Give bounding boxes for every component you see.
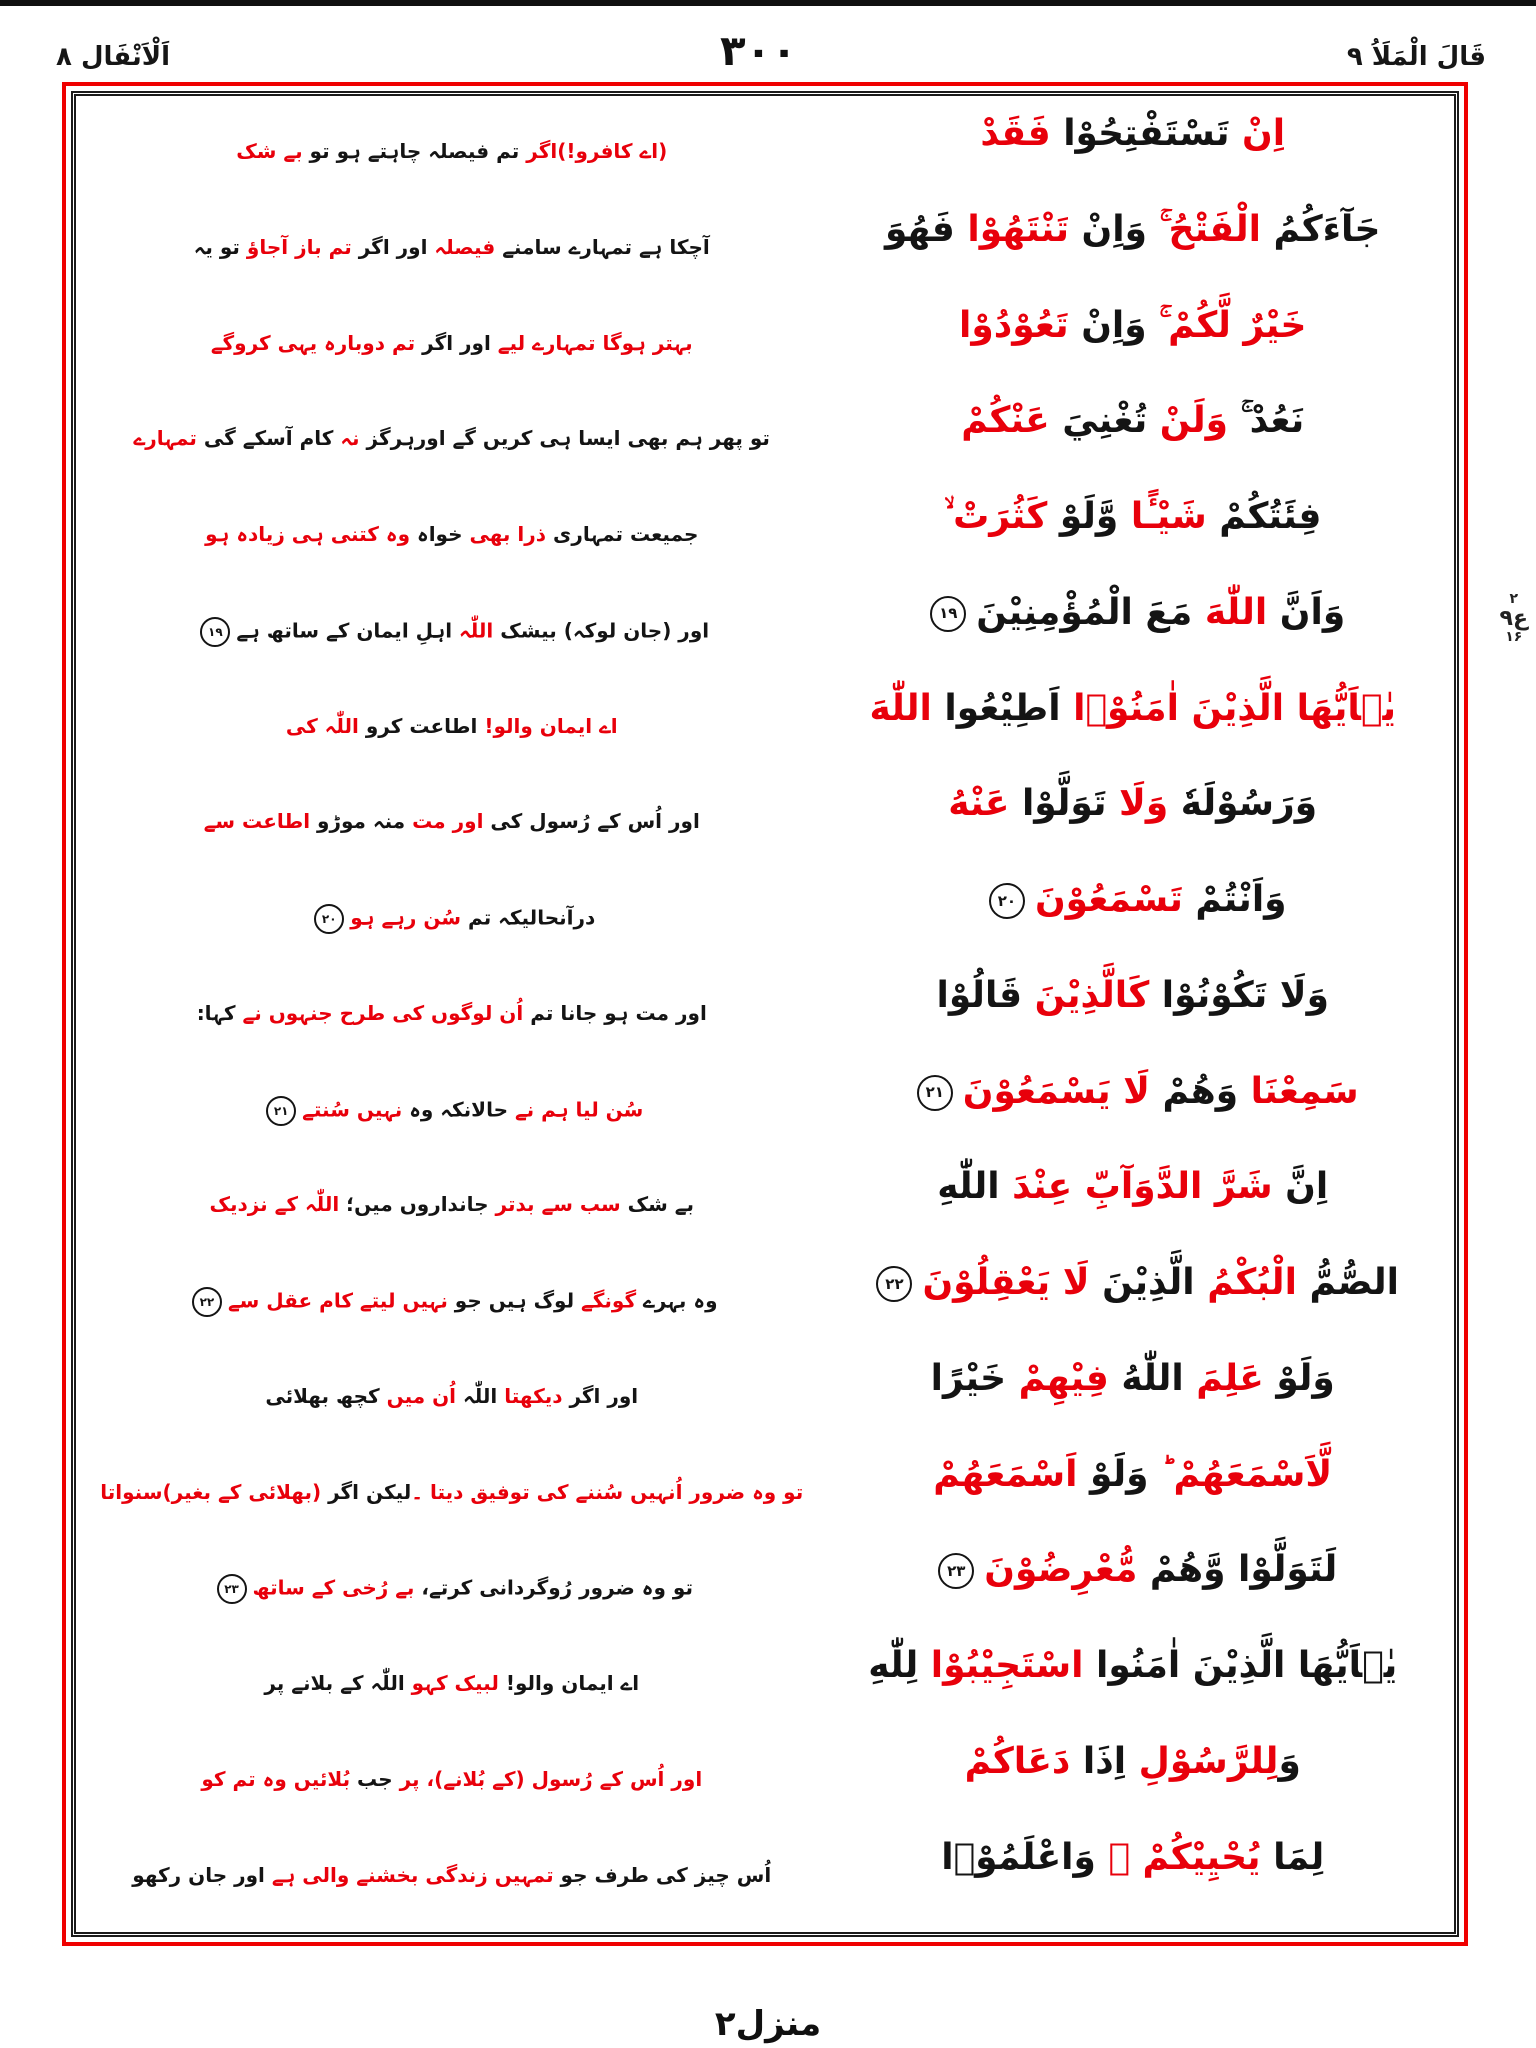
- text-segment: تو وہ ضرور اُنہیں سُننے کی توفیق دیتا ۔: [411, 1479, 804, 1504]
- text-segment: فیصلہ: [427, 234, 496, 259]
- verse-number-badge: ٢٣: [938, 1553, 974, 1589]
- arabic-line: [819, 1640, 1446, 1692]
- text-segment: اُس چیز کی طرف جو: [553, 1862, 772, 1887]
- text-segment: آچکا ہے تمہارے سامنے: [495, 234, 710, 259]
- urdu-translation-line: [84, 395, 819, 452]
- verse-row-14: [84, 1353, 1446, 1445]
- text-segment: حالانکہ وہ: [402, 1097, 508, 1122]
- arabic-line: [819, 108, 1446, 160]
- text-segment: کام آسکے گی: [196, 426, 334, 451]
- arabic-line: [819, 300, 1446, 352]
- text-segment: جمیعت تمہاری: [546, 522, 699, 547]
- surah-title: اَلْاَنْفَال ٨: [56, 42, 171, 72]
- text-segment: اُن میں: [379, 1383, 457, 1408]
- text-segment: اللّٰهَ: [869, 687, 932, 729]
- text-segment: لَا يَسْمَعُوْنَ: [962, 1070, 1150, 1112]
- ruku-number-bottom: ۱۶: [1505, 628, 1523, 645]
- text-segment: شَيْـًٔا: [1118, 496, 1207, 538]
- text-segment: عَنْكُمْ: [961, 400, 1050, 442]
- urdu-translation-line: [84, 1257, 819, 1317]
- arabic-line: [819, 778, 1446, 830]
- text-segment: اَسْمَعَهُمْ: [933, 1453, 1078, 1495]
- text-segment: اِذَا: [1070, 1741, 1127, 1783]
- text-segment: وَلَوْ: [1263, 1357, 1335, 1399]
- verse-number-badge: ٢١: [917, 1075, 953, 1111]
- text-segment: لِلرَّسُوْلِ: [1126, 1741, 1279, 1783]
- text-segment: بے شک: [236, 139, 303, 163]
- verse-row-8: [84, 778, 1446, 870]
- text-segment: تم باز آجاؤ: [239, 234, 352, 259]
- verse-row-16: [84, 1544, 1446, 1636]
- text-segment: تَنْتَهُوْا: [954, 208, 1069, 250]
- text-segment: اطاعت کرو: [358, 713, 478, 738]
- verse-number-badge: ۲۲: [192, 1287, 222, 1317]
- text-segment: دَعَاكُمْ: [964, 1741, 1071, 1783]
- arabic-line: [819, 1161, 1446, 1213]
- text-segment: نہ: [333, 426, 360, 451]
- urdu-translation-line: [84, 204, 819, 261]
- text-segment: اللّٰهِ: [937, 1166, 1000, 1208]
- urdu-translation-line: [84, 683, 819, 740]
- text-segment: وہ کتنی ہی زیادہ ہو: [205, 522, 411, 547]
- verse-row-13: [84, 1257, 1446, 1349]
- red-border-frame: [62, 82, 1468, 1946]
- text-segment: تم دوبارہ یہی کروگے: [210, 330, 416, 355]
- text-segment: اللّٰہ: [452, 618, 494, 643]
- arabic-line: [819, 1066, 1446, 1118]
- text-segment: فَقَدْ: [980, 113, 1051, 154]
- text-segment: سُن لیا ہم نے: [508, 1097, 644, 1122]
- text-segment: اللّٰہ کے بلانے پر: [264, 1671, 405, 1696]
- urdu-translation-line: [84, 778, 819, 835]
- arabic-line: [819, 587, 1446, 639]
- text-segment: وَرَسُوْلَهٗ: [1168, 783, 1318, 825]
- text-segment: اللّٰہ کے نزدیک: [209, 1192, 340, 1217]
- verse-row-2: [84, 204, 1446, 296]
- page-number: ۳۰۰: [719, 26, 797, 75]
- text-segment: مُّعْرِضُوْنَ: [984, 1549, 1138, 1591]
- text-segment: اور مت: [405, 809, 484, 834]
- text-segment: اور مت ہو جانا تم: [523, 1000, 707, 1025]
- urdu-translation-line: [84, 587, 819, 647]
- text-segment: بُلائیں وہ تم کو: [201, 1767, 351, 1792]
- text-segment: تمہیں زندگی بخشنے والی ہے: [264, 1862, 554, 1887]
- text-segment: گونگے: [574, 1288, 637, 1313]
- verse-row-9: [84, 874, 1446, 966]
- text-segment: بے رُخی کے ساتھ: [252, 1575, 415, 1600]
- arabic-line: [819, 1257, 1446, 1309]
- text-segment: کچھ بھلائی: [265, 1383, 380, 1408]
- text-segment: وَاَنَّ: [1267, 591, 1346, 633]
- arabic-line: [819, 683, 1446, 735]
- verse-row-10: [84, 970, 1446, 1062]
- text-segment: قَالُوْا: [936, 974, 1023, 1016]
- verse-number-badge: ۲۳: [217, 1574, 247, 1604]
- text-segment: (بھلائی کے بغیر)سنواتا: [100, 1479, 322, 1504]
- top-rule: [0, 0, 1536, 6]
- text-segment: وَ: [1278, 1741, 1301, 1783]
- urdu-translation-line: [84, 1544, 819, 1604]
- text-segment: اسْتَجِيْبُوْا: [918, 1645, 1084, 1687]
- text-segment: وَاَنْتُمْ: [1182, 879, 1287, 921]
- text-segment: لِلّٰهِ: [868, 1645, 919, 1687]
- urdu-translation-line: [84, 1736, 819, 1793]
- text-segment: الَّذِيْنَ: [1089, 1262, 1195, 1304]
- text-segment: وَلَا تَكُوْنُوْا: [1149, 974, 1329, 1016]
- text-segment: بے شک: [620, 1192, 694, 1217]
- text-segment: اور جان رکھو: [132, 1862, 265, 1887]
- text-segment: تَسْمَعُوْنَ: [1034, 879, 1183, 921]
- text-segment: شَرَّ الدَّوَآبِّ عِنْدَ: [999, 1166, 1273, 1208]
- text-segment: تمہارے: [133, 426, 197, 451]
- text-segment: وَلَوْ: [1077, 1453, 1161, 1495]
- text-segment: نہیں سُنتے: [302, 1097, 403, 1122]
- text-segment: الْفَتْحُ ۚ: [1159, 208, 1261, 250]
- text-segment: سُن رہے ہو: [350, 905, 462, 930]
- text-segment: وَاِنْ: [1069, 208, 1160, 250]
- urdu-translation-line: [84, 1353, 819, 1410]
- text-segment: اِنْ: [1242, 113, 1286, 154]
- text-segment: فِئَتُكُمْ: [1206, 496, 1322, 538]
- urdu-translation-line: [84, 108, 819, 165]
- text-segment: بہتر ہوگا تمہارے لیے: [490, 330, 693, 355]
- text-segment: (اے کافرو!)اگر: [519, 139, 668, 163]
- verse-row-19: [84, 1832, 1446, 1924]
- arabic-line: [819, 1736, 1446, 1788]
- text-segment: اللّٰهُ: [1108, 1357, 1184, 1399]
- text-segment: تَوَلَّوْا: [1009, 783, 1107, 825]
- text-segment: كَالَّذِيْنَ: [1022, 974, 1150, 1016]
- text-segment: کہا:: [196, 1000, 236, 1025]
- text-segment: اللّٰهَ: [1192, 591, 1268, 633]
- text-segment: وَهُمْ: [1150, 1070, 1239, 1112]
- manzil-label: منزل۲: [714, 2004, 822, 2044]
- urdu-translation-line: [84, 1066, 819, 1126]
- arabic-line: [819, 1353, 1446, 1405]
- text-area: [71, 91, 1459, 1937]
- urdu-translation-line: [84, 300, 819, 357]
- text-segment: اور اگر: [351, 234, 428, 259]
- text-segment: الْبُكْمُ: [1194, 1262, 1297, 1304]
- verse-number-badge: ٢٠: [989, 883, 1025, 919]
- ain-ruku-icon: ع۹: [1499, 605, 1528, 631]
- text-segment: جب: [350, 1767, 393, 1792]
- text-segment: اہلِ ایمان کے ساتھ ہے: [236, 618, 453, 643]
- text-segment: اَطِيْعُوا: [931, 687, 1061, 729]
- arabic-line: [819, 874, 1446, 926]
- urdu-translation-line: [84, 1161, 819, 1218]
- verse-row-7: [84, 683, 1446, 775]
- verse-number-badge: ۲۰: [314, 904, 344, 934]
- text-segment: يُحْيِيْكُمْ ۚ: [1108, 1836, 1261, 1878]
- text-segment: اُن لوگوں کی طرح جنہوں نے: [235, 1000, 524, 1025]
- text-segment: اللّٰہ کی: [285, 713, 359, 738]
- text-segment: اور اگر: [415, 330, 491, 355]
- verse-row-17: [84, 1640, 1446, 1732]
- text-segment: مَعَ الْمُؤْمِنِيْنَ: [976, 591, 1193, 633]
- text-segment: درآنحالیکہ تم: [461, 905, 596, 930]
- verse-row-3: [84, 300, 1446, 392]
- text-segment: سب سے بدتر: [488, 1192, 621, 1217]
- text-segment: اور اُس کے رُسول کی: [483, 809, 700, 834]
- text-segment: نہیں لیتے کام عقل سے: [227, 1288, 448, 1313]
- text-segment: اللّٰہ: [456, 1383, 498, 1408]
- text-segment: وہ بہرے: [636, 1288, 718, 1313]
- text-segment: لَا يَعْقِلُوْنَ: [922, 1262, 1090, 1304]
- urdu-translation-line: [84, 1449, 819, 1506]
- verse-row-18: [84, 1736, 1446, 1828]
- text-segment: جَآءَكُمُ: [1260, 208, 1381, 250]
- verse-row-12: [84, 1161, 1446, 1253]
- text-segment: اور اگر: [562, 1383, 639, 1408]
- text-segment: تو وہ ضرور رُوگردانی کرتے،: [414, 1575, 693, 1600]
- text-segment: فَهُوَ: [884, 208, 955, 250]
- arabic-line: [819, 1832, 1446, 1884]
- text-segment: لِمَا: [1260, 1836, 1325, 1878]
- text-segment: عَلِمَ: [1183, 1357, 1264, 1399]
- arabic-line: [819, 1544, 1446, 1596]
- text-segment: تم فیصلہ چاہتے ہو تو: [302, 139, 520, 163]
- text-segment: وَاِنْ: [1068, 304, 1160, 346]
- verse-row-5: [84, 491, 1446, 583]
- text-segment: دیکھتا: [497, 1383, 563, 1408]
- urdu-translation-line: [84, 1832, 819, 1889]
- text-segment: خَيْرٌ لَّكُمْ ۚ: [1159, 304, 1307, 346]
- arabic-line: [819, 1449, 1446, 1501]
- text-segment: عَنْهُ: [948, 783, 1010, 825]
- text-segment: خَيْرًا: [930, 1357, 1007, 1399]
- ruku-number-top: ۲: [1509, 591, 1519, 607]
- text-segment: اِنَّ: [1272, 1166, 1329, 1208]
- text-segment: سَمِعْنَا: [1238, 1070, 1359, 1112]
- text-segment: نَعُدْ ۚ: [1240, 400, 1305, 442]
- text-segment: يٰۤاَيُّهَا الَّذِيْنَ اٰمَنُوا: [1083, 1645, 1398, 1687]
- urdu-translation-line: [84, 1640, 819, 1697]
- text-segment: اور اُس کے رُسول (کے بُلانے)، پر: [392, 1767, 703, 1792]
- arabic-line: [819, 970, 1446, 1022]
- text-segment: كَثُرَتْ ۙ: [944, 496, 1048, 538]
- text-segment: لبیک کہو: [404, 1671, 499, 1696]
- text-segment: اے ایمان والو!: [498, 1671, 640, 1696]
- arabic-line: [819, 395, 1446, 447]
- arabic-line: [819, 491, 1446, 543]
- text-segment: تو پھر ہم بھی ایسا ہی کریں گے اورہرگز: [359, 426, 770, 451]
- text-segment: وَلَنْ: [1147, 400, 1241, 442]
- text-segment: وَّلَوْ: [1047, 496, 1119, 538]
- verse-row-1: [84, 108, 1446, 200]
- text-segment: جانداروں میں؛: [339, 1192, 489, 1217]
- text-segment: تُغْنِيَ: [1049, 400, 1148, 442]
- verse-number-badge: ٢٢: [876, 1266, 912, 1302]
- verse-row-6: [84, 587, 1446, 679]
- text-segment: منہ موڑو: [310, 809, 406, 834]
- text-segment: لیکن اگر: [321, 1479, 412, 1504]
- text-segment: تَعُوْدُوْا: [959, 304, 1069, 346]
- arabic-line: [819, 204, 1446, 256]
- text-segment: وَلَا: [1106, 783, 1169, 825]
- text-segment: يٰۤاَيُّهَا الَّذِيْنَ اٰمَنُوْۤا: [1060, 687, 1397, 729]
- text-segment: فِيْهِمْ: [1006, 1357, 1109, 1399]
- text-segment: اطاعت سے: [203, 809, 311, 834]
- page-header: [56, 14, 1486, 75]
- text-segment: خواہ: [410, 522, 463, 547]
- verse-number-badge: ١٩: [930, 596, 966, 632]
- verse-row-15: [84, 1449, 1446, 1541]
- text-segment: الصُّمُّ: [1296, 1262, 1400, 1304]
- text-segment: ذرا بھی: [462, 522, 547, 547]
- verse-number-badge: ۱۹: [200, 617, 230, 647]
- text-segment: لَتَوَلَّوْا وَّهُمْ: [1137, 1549, 1338, 1591]
- text-segment: لوگ ہیں جو: [447, 1288, 575, 1313]
- ruku-marker: [1500, 592, 1528, 644]
- juz-title: قَالَ الْمَلَاُ ٩: [1346, 42, 1486, 72]
- text-segment: وَاعْلَمُوْۤا: [941, 1836, 1109, 1878]
- text-segment: اے ایمان والو!: [477, 713, 618, 738]
- text-segment: تَسْتَفْتِحُوْا: [1050, 113, 1243, 154]
- verse-row-4: [84, 395, 1446, 487]
- text-segment: تو یہ: [193, 234, 240, 259]
- urdu-translation-line: [84, 491, 819, 548]
- text-segment: اور (جان لوکہ) بیشک: [493, 618, 710, 643]
- verse-row-11: [84, 1066, 1446, 1158]
- urdu-translation-line: [84, 874, 819, 934]
- verse-number-badge: ۲۱: [266, 1096, 296, 1126]
- text-segment: لَّاَسْمَعَهُمْ ؕ: [1161, 1453, 1333, 1495]
- urdu-translation-line: [84, 970, 819, 1027]
